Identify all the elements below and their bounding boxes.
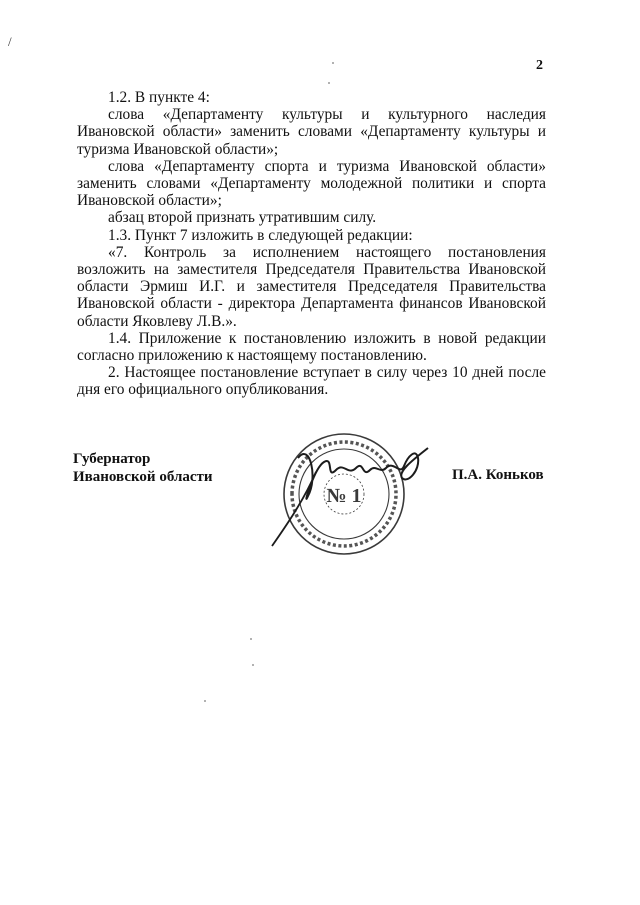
paragraph-1-2-words-culture: слова «Департаменту культуры и культурного наследия Ивановской области» заменить словами «Департаменту культуры и туризма Ивановской области»;	[77, 106, 546, 158]
paragraph-1-2-words-sport: слова «Департаменту спорта и туризма Ивановской области» заменить словами «Департаменту молодежной политики и спорта Ивановской области»;	[77, 157, 546, 210]
scan-corner-mark: /	[8, 34, 12, 49]
paragraph-1-3-text: «7. Контроль за исполнением настоящего постановления возложить на заместителя Председателя Правительства Ивановской области Эрмиш И.Г. и заместителя Председателя Правительства Ивановской области - директора Департамента финансов Ивановской области Яковлеву Л.В.».	[77, 243, 546, 330]
signatory-position	[73, 450, 213, 486]
page-number: 2	[536, 58, 543, 73]
scan-speck	[250, 638, 252, 640]
paragraph-1-3: 1.3. Пункт 7 изложить в следующей редакции:	[108, 226, 413, 244]
paragraph-1-4: 1.4. Приложение к постановлению изложить в новой редакции согласно приложению к настоящему постановлению.	[77, 329, 546, 365]
paragraph-1-2-abzac: абзац второй признать утратившим силу.	[108, 209, 377, 227]
scan-speck	[204, 700, 206, 702]
paragraph-1-2: 1.2. В пункте 4:	[108, 89, 210, 106]
scan-speck	[252, 664, 254, 666]
paragraph-2: 2. Настоящее постановление вступает в силу через 10 дней после дня его официального опубликования.	[77, 364, 546, 399]
position-line-2: Ивановской области	[73, 469, 213, 485]
signatory-name: П.А. Коньков	[452, 467, 544, 483]
signature-scribble	[298, 448, 428, 499]
seal-number: № 1	[326, 485, 362, 507]
official-seal-and-signature	[258, 418, 448, 568]
position-line-1: Губернатор	[73, 451, 151, 467]
scan-speck	[332, 62, 334, 64]
scan-speck	[328, 82, 330, 84]
document-body	[77, 89, 546, 399]
